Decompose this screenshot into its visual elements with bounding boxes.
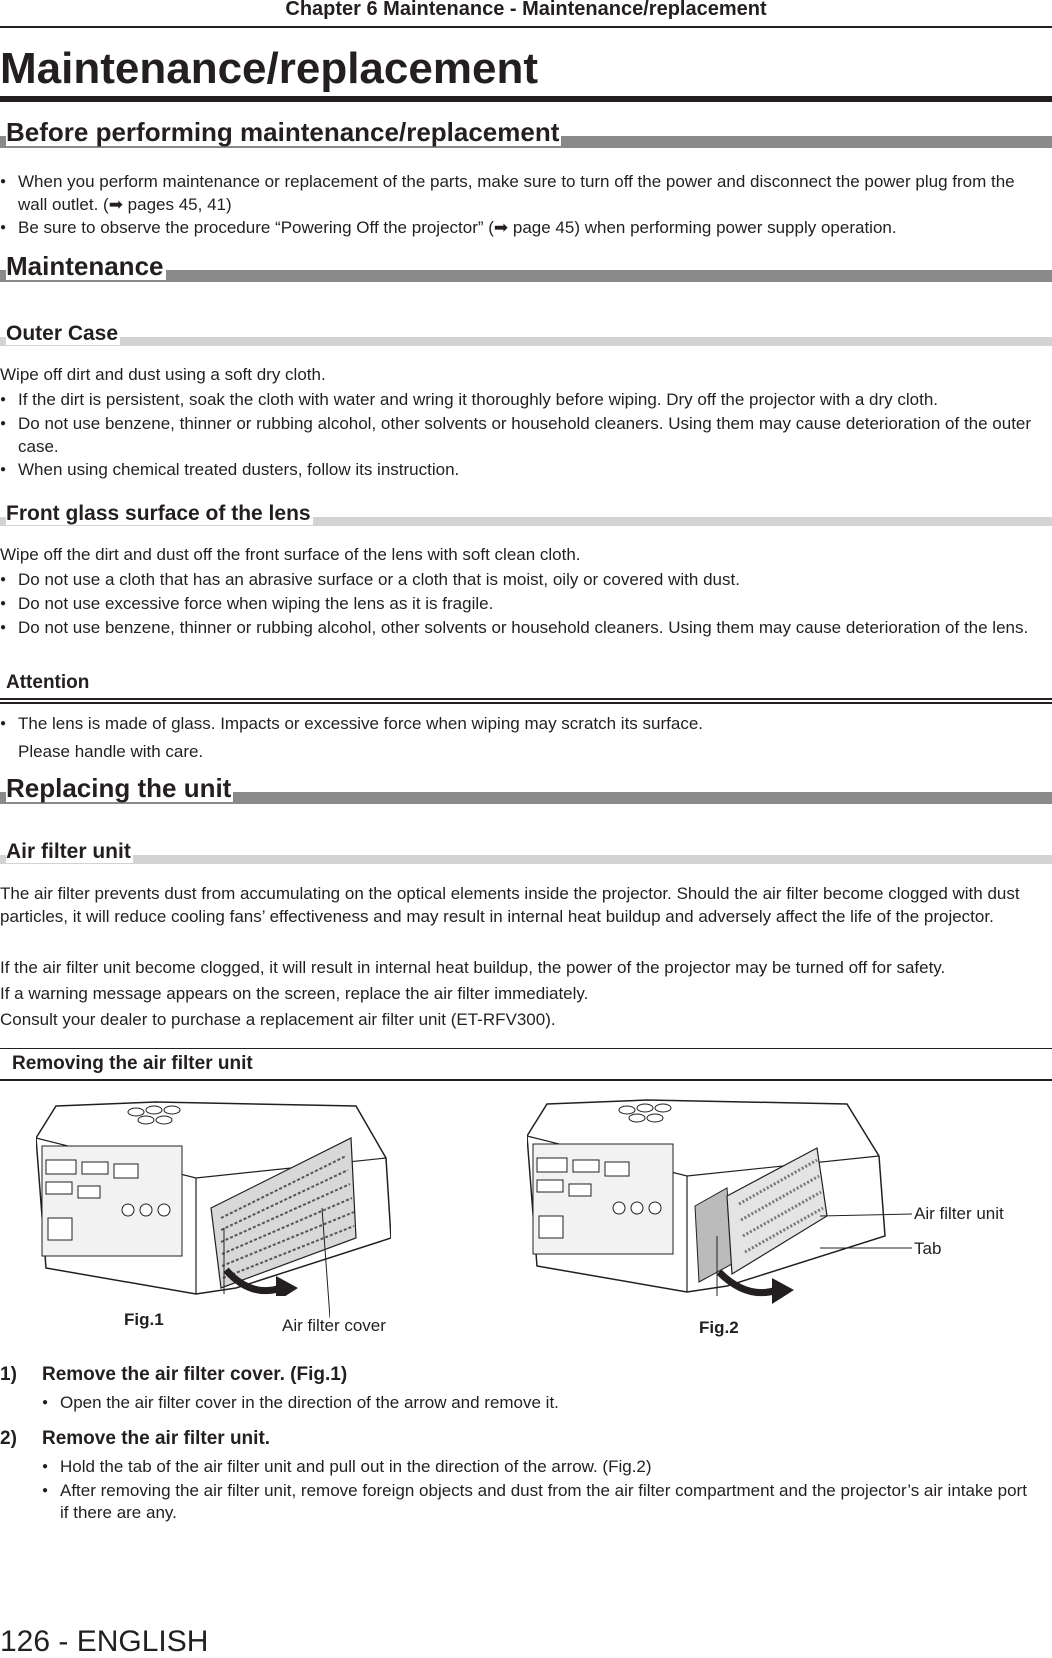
projector-fig1-illustration [36,1098,391,1296]
before-bullet-1: ● When you perform maintenance or replacement of the parts, make sure to turn off the power and disconnect the power plug from the wall outlet. (➡ pages 45, 41) [0,170,1040,216]
before-heading: Before performing maintenance/replacement [0,118,1052,148]
maintenance-heading: Maintenance [0,252,1052,282]
before-bullet-2: ● Be sure to observe the procedure “Powering Off the projector” (➡ page 45) when performing power supply operation. [0,216,1040,239]
fig2-callout-lines [820,1210,912,1250]
outer-case-bullet-3: ● When using chemical treated dusters, follow its instruction. [0,458,1040,481]
air-filter-para-4: Consult your dealer to purchase a replacement air filter unit (ET-RFV300). [0,1010,556,1029]
fig2-label: Fig.2 [699,1318,739,1337]
removing-heading: Removing the air filter unit [0,1048,1052,1081]
air-filter-heading: Air filter unit [0,840,1052,864]
replacing-heading: Replacing the unit [0,774,1052,804]
fig1-callout-line [320,1208,330,1320]
step-2-bullet-1: ● Hold the tab of the air filter unit and pull out in the direction of the arrow. (Fig.2) [42,1456,1040,1478]
outer-case-bullet-2: ● Do not use benzene, thinner or rubbing alcohol, other solvents or household cleaners. Using them may cause deterioration of the outer case. [0,412,1040,458]
front-glass-heading: Front glass surface of the lens [0,502,1052,526]
front-glass-bullet-2: ● Do not use excessive force when wiping the lens as it is fragile. [0,592,1040,615]
attention-heading: Attention [0,672,1052,702]
step-2-bullet-2: ● After removing the air filter unit, remove foreign objects and dust from the air filter compartment and the projector’s air intake port if there are any. [42,1480,1040,1524]
air-filter-cover-callout: Air filter cover [282,1316,386,1335]
attention-bullet: ● The lens is made of glass. Impacts or excessive force when wiping may scratch its surface. [0,712,1040,735]
title-rule [0,96,1052,102]
step-1-bullet-1: ● Open the air filter cover in the direction of the arrow and remove it. [42,1392,1040,1414]
fig1-label: Fig.1 [124,1310,164,1329]
page-footer: 126 - ENGLISH [0,1625,209,1658]
projector-fig2-illustration [527,1096,889,1308]
tab-callout: Tab [914,1239,942,1258]
attention-note: Please handle with care. [18,742,204,761]
air-filter-para-1: The air filter prevents dust from accumulating on the optical elements inside the projector. Should the air filter become clogged with dust particles, it will reduce cooling fans’ effectiveness and may result in internal heat buildup and adversely affect the life of the projector. [0,884,1020,926]
air-filter-para-2: If the air filter unit become clogged, it will result in internal heat buildup, the power of the projector may be turned off for safety. [0,958,946,977]
front-glass-bullet-1: ● Do not use a cloth that has an abrasive surface or a cloth that is moist, oily or covered with dust. [0,568,1040,591]
air-filter-para-3: If a warning message appears on the screen, replace the air filter immediately. [0,984,589,1003]
front-glass-intro: Wipe off the dirt and dust off the front surface of the lens with soft clean cloth. [0,545,581,564]
page-title: Maintenance/replacement [0,44,538,93]
outer-case-intro: Wipe off dirt and dust using a soft dry cloth. [0,365,326,384]
outer-case-bullet-1: ● If the dirt is persistent, soak the cloth with water and wring it thoroughly before wiping. Dry off the projector with a dry cloth. [0,388,1040,411]
chapter-header: Chapter 6 Maintenance - Maintenance/replacement [0,0,1052,28]
outer-case-heading: Outer Case [0,322,1052,346]
air-filter-unit-callout: Air filter unit [914,1204,1004,1223]
front-glass-bullet-3: ● Do not use benzene, thinner or rubbing alcohol, other solvents or household cleaners. Using them may cause deterioration of the lens. [0,616,1040,639]
